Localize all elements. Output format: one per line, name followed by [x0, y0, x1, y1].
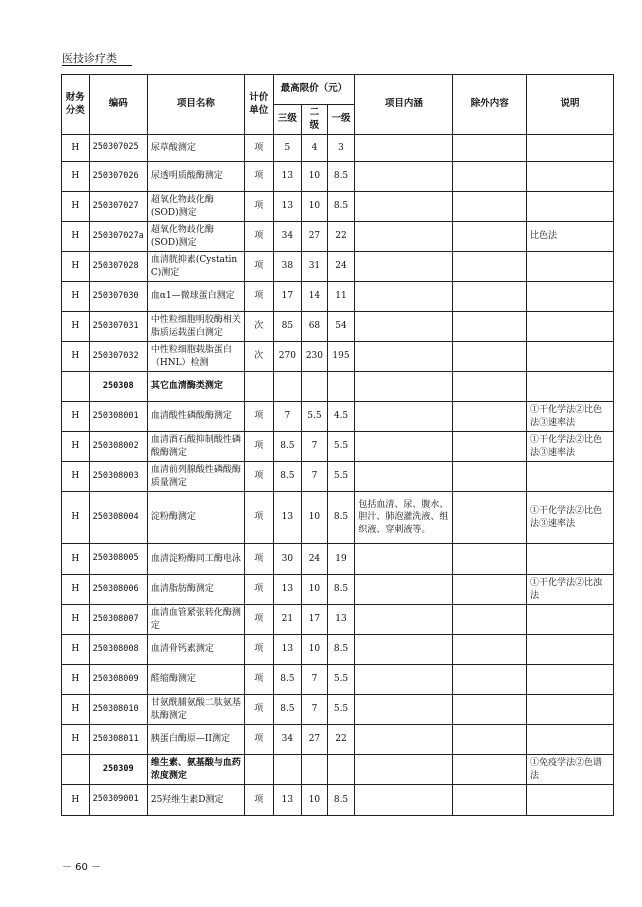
- cell-price-level2: [302, 755, 328, 785]
- cell-content: [355, 162, 453, 192]
- cell-price-level1: [327, 755, 355, 785]
- table-row: [62, 492, 614, 544]
- cell-unit: 项: [244, 575, 273, 605]
- cell-category: [62, 372, 90, 402]
- cell-code: 250308003: [89, 462, 147, 492]
- cell-price-level2: 10: [302, 635, 328, 665]
- table-row: [62, 605, 614, 635]
- cell-price-level2: 230: [302, 342, 328, 372]
- cell-category: H: [62, 135, 90, 162]
- cell-price-level3: 21: [273, 605, 302, 635]
- cell-name: 血α1—微球蛋白测定: [147, 282, 244, 312]
- cell-price-level3: 17: [273, 282, 302, 312]
- cell-code: 250308010: [89, 695, 147, 725]
- cell-code: 250308011: [89, 725, 147, 755]
- cell-code: 250308009: [89, 665, 147, 695]
- cell-unit: 项: [244, 462, 273, 492]
- cell-notes: [527, 342, 614, 372]
- cell-content: 包括血清、尿、腹水、胆汁、肺泡灌洗液、组织液、穿刺液等。: [355, 492, 453, 544]
- table-row: [62, 575, 614, 605]
- cell-exclusions: [453, 462, 527, 492]
- cell-price-level1: 24: [327, 252, 355, 282]
- cell-code: 250308005: [89, 544, 147, 575]
- col-header-unit: 计价单位: [244, 75, 273, 135]
- cell-price-level3: 8.5: [273, 462, 302, 492]
- cell-category: H: [62, 312, 90, 342]
- cell-category: H: [62, 635, 90, 665]
- cell-exclusions: [453, 725, 527, 755]
- cell-code: 250307027a: [89, 222, 147, 252]
- cell-category: H: [62, 462, 90, 492]
- table-row: [62, 402, 614, 432]
- cell-category: H: [62, 162, 90, 192]
- cell-unit: 项: [244, 665, 273, 695]
- cell-name: 中性粒细胞明胶酶相关脂质运载蛋白测定: [147, 312, 244, 342]
- cell-exclusions: [453, 605, 527, 635]
- cell-price-level1: 8.5: [327, 785, 355, 816]
- table-header: [62, 75, 614, 135]
- cell-unit: 项: [244, 252, 273, 282]
- page-number: － 60 －: [62, 862, 102, 873]
- cell-name: 血清酸性磷酸酶测定: [147, 402, 244, 432]
- cell-exclusions: [453, 402, 527, 432]
- cell-price-level2: 7: [302, 695, 328, 725]
- cell-name: 25羟维生素D测定: [147, 785, 244, 816]
- cell-exclusions: [453, 135, 527, 162]
- cell-price-level1: 8.5: [327, 192, 355, 222]
- cell-code: 250307026: [89, 162, 147, 192]
- table-row: [62, 312, 614, 342]
- cell-notes: 比色法: [527, 222, 614, 252]
- col-header-level3: 三级: [273, 105, 302, 135]
- cell-category: H: [62, 192, 90, 222]
- cell-unit: 项: [244, 222, 273, 252]
- cell-exclusions: [453, 755, 527, 785]
- cell-price-level1: 5.5: [327, 462, 355, 492]
- col-header-max-price: 最高限价（元）: [273, 75, 355, 105]
- cell-notes: [527, 372, 614, 402]
- cell-exclusions: [453, 252, 527, 282]
- cell-name: 尿草酸测定: [147, 135, 244, 162]
- cell-price-level2: 10: [302, 492, 328, 544]
- cell-content: [355, 725, 453, 755]
- cell-notes: [527, 544, 614, 575]
- cell-content: [355, 785, 453, 816]
- cell-unit: 次: [244, 312, 273, 342]
- cell-name: 维生素、氨基酸与血药浓度测定: [147, 755, 244, 785]
- table-body: [62, 135, 614, 816]
- cell-name: 血清前列腺酸性磷酸酶质量测定: [147, 462, 244, 492]
- cell-price-level1: 8.5: [327, 635, 355, 665]
- cell-category: H: [62, 544, 90, 575]
- cell-content: [355, 312, 453, 342]
- cell-category: H: [62, 695, 90, 725]
- cell-exclusions: [453, 695, 527, 725]
- cell-name: 血清淀粉酶同工酶电泳: [147, 544, 244, 575]
- cell-notes: ①干化学法②比色法③速率法: [527, 432, 614, 462]
- cell-category: H: [62, 665, 90, 695]
- cell-exclusions: [453, 342, 527, 372]
- table-row: [62, 162, 614, 192]
- cell-exclusions: [453, 162, 527, 192]
- cell-price-level1: 8.5: [327, 492, 355, 544]
- cell-name: 血清脂肪酶测定: [147, 575, 244, 605]
- cell-price-level1: 8.5: [327, 575, 355, 605]
- cell-category: [62, 755, 90, 785]
- cell-content: [355, 665, 453, 695]
- cell-price-level2: 5.5: [302, 402, 328, 432]
- cell-price-level2: 7: [302, 432, 328, 462]
- section-title-underline: [62, 65, 132, 66]
- cell-notes: [527, 635, 614, 665]
- cell-price-level3: 7: [273, 402, 302, 432]
- cell-notes: ①干化学法②比色法③速率法: [527, 492, 614, 544]
- cell-price-level2: 10: [302, 192, 328, 222]
- cell-price-level3: 13: [273, 635, 302, 665]
- cell-price-level1: 22: [327, 725, 355, 755]
- cell-content: [355, 695, 453, 725]
- table-row: [62, 785, 614, 816]
- cell-price-level3: 13: [273, 192, 302, 222]
- cell-name: 胰蛋白酶原—II测定: [147, 725, 244, 755]
- cell-code: 250307028: [89, 252, 147, 282]
- cell-price-level2: 10: [302, 785, 328, 816]
- table-row: [62, 544, 614, 575]
- cell-content: [355, 282, 453, 312]
- cell-unit: 项: [244, 282, 273, 312]
- cell-unit: [244, 755, 273, 785]
- section-title: 医技诊疗类: [62, 52, 117, 65]
- cell-exclusions: [453, 665, 527, 695]
- cell-notes: [527, 785, 614, 816]
- cell-unit: 项: [244, 635, 273, 665]
- cell-category: H: [62, 222, 90, 252]
- cell-code: 250308006: [89, 575, 147, 605]
- cell-exclusions: [453, 312, 527, 342]
- table-row: [62, 192, 614, 222]
- cell-price-level2: 7: [302, 462, 328, 492]
- cell-code: 250307027: [89, 192, 147, 222]
- cell-content: [355, 462, 453, 492]
- table-row: [62, 252, 614, 282]
- cell-price-level2: 7: [302, 665, 328, 695]
- table-row: [62, 222, 614, 252]
- cell-unit: 项: [244, 492, 273, 544]
- cell-category: H: [62, 432, 90, 462]
- cell-code: 250309001: [89, 785, 147, 816]
- cell-price-level3: 34: [273, 222, 302, 252]
- table-row: [62, 135, 614, 162]
- cell-price-level2: 27: [302, 222, 328, 252]
- cell-exclusions: [453, 575, 527, 605]
- cell-price-level3: 85: [273, 312, 302, 342]
- cell-content: [355, 252, 453, 282]
- cell-category: H: [62, 492, 90, 544]
- cell-category: H: [62, 605, 90, 635]
- cell-exclusions: [453, 635, 527, 665]
- cell-unit: 项: [244, 785, 273, 816]
- cell-content: [355, 372, 453, 402]
- cell-unit: 项: [244, 402, 273, 432]
- cell-unit: 项: [244, 192, 273, 222]
- cell-name: 甘氨酰脯氨酸二肽氨基肽酶测定: [147, 695, 244, 725]
- col-header-level2: 二级: [302, 105, 328, 135]
- cell-content: [355, 575, 453, 605]
- cell-unit: 项: [244, 605, 273, 635]
- cell-name: 超氧化物歧化酶(SOD)测定: [147, 222, 244, 252]
- cell-exclusions: [453, 222, 527, 252]
- cell-notes: ①免疫学法②色谱法: [527, 755, 614, 785]
- cell-name: 中性粒细胞载脂蛋白（HNL）检测: [147, 342, 244, 372]
- cell-price-level1: 5.5: [327, 665, 355, 695]
- cell-code: 250308001: [89, 402, 147, 432]
- cell-name: 醛缩酶测定: [147, 665, 244, 695]
- cell-price-level3: 38: [273, 252, 302, 282]
- table-row: [62, 282, 614, 312]
- cell-category: H: [62, 575, 90, 605]
- cell-content: [355, 755, 453, 785]
- cell-exclusions: [453, 372, 527, 402]
- cell-code: 250307030: [89, 282, 147, 312]
- table-row: [62, 695, 614, 725]
- cell-notes: [527, 725, 614, 755]
- cell-code: 250308: [89, 372, 147, 402]
- table-row: [62, 462, 614, 492]
- cell-category: H: [62, 402, 90, 432]
- cell-price-level3: 270: [273, 342, 302, 372]
- cell-price-level2: 10: [302, 162, 328, 192]
- cell-name: 其它血清酶类测定: [147, 372, 244, 402]
- cell-unit: 项: [244, 695, 273, 725]
- cell-notes: [527, 252, 614, 282]
- cell-content: [355, 432, 453, 462]
- fee-table: [61, 74, 614, 816]
- col-header-name: 项目名称: [147, 75, 244, 135]
- cell-notes: [527, 665, 614, 695]
- cell-exclusions: [453, 492, 527, 544]
- cell-price-level3: 13: [273, 575, 302, 605]
- cell-price-level3: 5: [273, 135, 302, 162]
- cell-price-level1: 195: [327, 342, 355, 372]
- cell-exclusions: [453, 785, 527, 816]
- cell-price-level1: 22: [327, 222, 355, 252]
- cell-price-level1: 8.5: [327, 162, 355, 192]
- cell-category: H: [62, 725, 90, 755]
- cell-price-level3: 8.5: [273, 432, 302, 462]
- cell-price-level1: 54: [327, 312, 355, 342]
- cell-unit: 项: [244, 544, 273, 575]
- cell-name: 血清酒石酸抑制酸性磷酸酶测定: [147, 432, 244, 462]
- cell-code: 250308008: [89, 635, 147, 665]
- cell-unit: 次: [244, 342, 273, 372]
- cell-code: 250308002: [89, 432, 147, 462]
- cell-price-level3: [273, 372, 302, 402]
- cell-code: 250308007: [89, 605, 147, 635]
- cell-price-level2: 10: [302, 575, 328, 605]
- table-group-row: [62, 372, 614, 402]
- cell-notes: [527, 282, 614, 312]
- cell-notes: [527, 162, 614, 192]
- cell-code: 250307032: [89, 342, 147, 372]
- cell-price-level3: [273, 755, 302, 785]
- cell-unit: 项: [244, 162, 273, 192]
- cell-code: 250307025: [89, 135, 147, 162]
- cell-name: 血清血管紧张转化酶测定: [147, 605, 244, 635]
- cell-content: [355, 402, 453, 432]
- cell-price-level2: 4: [302, 135, 328, 162]
- cell-code: 250309: [89, 755, 147, 785]
- cell-name: 血清骨钙素测定: [147, 635, 244, 665]
- cell-notes: [527, 462, 614, 492]
- cell-price-level3: 30: [273, 544, 302, 575]
- table-row: [62, 342, 614, 372]
- cell-code: 250307031: [89, 312, 147, 342]
- col-header-notes: 说明: [527, 75, 614, 135]
- table-row: [62, 432, 614, 462]
- cell-exclusions: [453, 282, 527, 312]
- cell-content: [355, 544, 453, 575]
- cell-price-level1: 11: [327, 282, 355, 312]
- cell-price-level1: 3: [327, 135, 355, 162]
- cell-price-level1: 19: [327, 544, 355, 575]
- cell-content: [355, 635, 453, 665]
- table-row: [62, 665, 614, 695]
- cell-exclusions: [453, 544, 527, 575]
- cell-notes: [527, 135, 614, 162]
- table-group-row: [62, 755, 614, 785]
- cell-notes: [527, 192, 614, 222]
- cell-price-level3: 13: [273, 492, 302, 544]
- cell-price-level3: 8.5: [273, 665, 302, 695]
- cell-category: H: [62, 785, 90, 816]
- cell-notes: ①干化学法②比浊法: [527, 575, 614, 605]
- cell-price-level3: 34: [273, 725, 302, 755]
- cell-name: 超氧化物歧化酶(SOD)测定: [147, 192, 244, 222]
- cell-price-level1: 5.5: [327, 695, 355, 725]
- cell-content: [355, 192, 453, 222]
- cell-price-level2: 27: [302, 725, 328, 755]
- cell-price-level2: 24: [302, 544, 328, 575]
- cell-content: [355, 342, 453, 372]
- cell-notes: ①干化学法②比色法③速率法: [527, 402, 614, 432]
- table-row: [62, 725, 614, 755]
- cell-notes: [527, 312, 614, 342]
- cell-price-level1: [327, 372, 355, 402]
- cell-content: [355, 222, 453, 252]
- col-header-exclusions: 除外内容: [453, 75, 527, 135]
- cell-price-level2: [302, 372, 328, 402]
- cell-category: H: [62, 342, 90, 372]
- cell-name: 尿透明质酸酶测定: [147, 162, 244, 192]
- cell-unit: 项: [244, 725, 273, 755]
- cell-content: [355, 605, 453, 635]
- cell-category: H: [62, 282, 90, 312]
- col-header-code: 编码: [89, 75, 147, 135]
- cell-price-level3: 13: [273, 785, 302, 816]
- cell-notes: [527, 695, 614, 725]
- cell-price-level1: 5.5: [327, 432, 355, 462]
- cell-content: [355, 135, 453, 162]
- cell-price-level2: 68: [302, 312, 328, 342]
- cell-price-level2: 17: [302, 605, 328, 635]
- cell-price-level3: 8.5: [273, 695, 302, 725]
- cell-price-level1: 13: [327, 605, 355, 635]
- col-header-content: 项目内涵: [355, 75, 453, 135]
- cell-code: 250308004: [89, 492, 147, 544]
- cell-price-level3: 13: [273, 162, 302, 192]
- cell-price-level2: 14: [302, 282, 328, 312]
- cell-category: H: [62, 252, 90, 282]
- cell-unit: 项: [244, 135, 273, 162]
- cell-exclusions: [453, 432, 527, 462]
- cell-name: 血清胱抑素(Cystatin C)测定: [147, 252, 244, 282]
- col-header-level1: 一级: [327, 105, 355, 135]
- cell-price-level1: 4.5: [327, 402, 355, 432]
- cell-unit: 项: [244, 432, 273, 462]
- cell-exclusions: [453, 192, 527, 222]
- table-row: [62, 635, 614, 665]
- cell-name: 淀粉酶测定: [147, 492, 244, 544]
- cell-price-level2: 31: [302, 252, 328, 282]
- cell-notes: [527, 605, 614, 635]
- cell-unit: [244, 372, 273, 402]
- col-header-category: 财务分类: [62, 75, 90, 135]
